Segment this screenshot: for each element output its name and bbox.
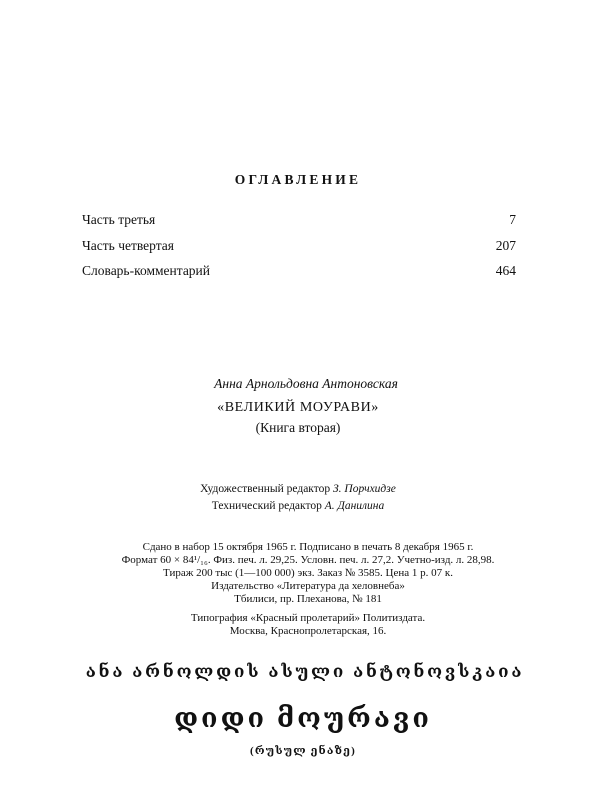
georgian-language-note: (რუსულ ენაზე) xyxy=(250,745,356,757)
toc-entry-page: 7 xyxy=(509,212,516,227)
toc-entry-label: Словарь-комментарий xyxy=(82,263,211,278)
georgian-author: ანა არნოლდის ასული ანტონოვსკაია xyxy=(85,662,525,681)
book-author: Анна Арнольдовна Антоновская xyxy=(214,376,398,391)
imprint-line: Сдано в набор 15 октября 1965 г. Подписано в печать 8 декабря 1965 г. xyxy=(142,541,474,553)
art-editor-credit xyxy=(0,483,596,495)
toc-entry-page: 464 xyxy=(495,263,516,278)
georgian-title: დიდი მოურავი xyxy=(174,703,432,733)
imprint-line: Тираж 200 тыс (1—100 000) экз. Заказ № 3585. Цена 1 р. 07 к. xyxy=(163,567,453,579)
toc-entry-label: Часть третья xyxy=(82,212,156,227)
publisher-line: Издательство «Литература да хеловнеба» xyxy=(211,580,405,592)
book-title: «ВЕЛИКИЙ МОУРАВИ» xyxy=(217,400,379,415)
printer-line: Типография «Красный пролетарий» Политиздата. xyxy=(190,612,426,624)
book-subtitle: (Книга вторая) xyxy=(255,420,341,435)
toc-entry-page: 207 xyxy=(495,238,516,253)
toc-heading: ОГЛАВЛЕНИЕ xyxy=(234,172,362,187)
printer-line: Москва, Краснопролетарская, 16. xyxy=(229,625,387,637)
tech-editor-credit xyxy=(0,500,596,512)
toc-entry xyxy=(82,263,516,279)
art-editor-name: З. Порчхидзе xyxy=(332,483,396,495)
tech-editor-role: Технический редактор xyxy=(211,500,322,512)
toc-entry-label: Часть четвертая xyxy=(82,238,174,253)
toc-entry xyxy=(82,212,516,228)
publisher-line: Тбилиси, пр. Плеханова, № 181 xyxy=(234,593,382,605)
toc-entry xyxy=(82,238,516,254)
art-editor-role: Художественный редактор xyxy=(200,483,331,495)
tech-editor-name: А. Данилина xyxy=(324,500,385,512)
imprint-line: Формат 60 × 84¹/₁₆. Физ. печ. л. 29,25. Условн. печ. л. 27,2. Учетно-изд. л. 28,98. xyxy=(121,554,495,566)
